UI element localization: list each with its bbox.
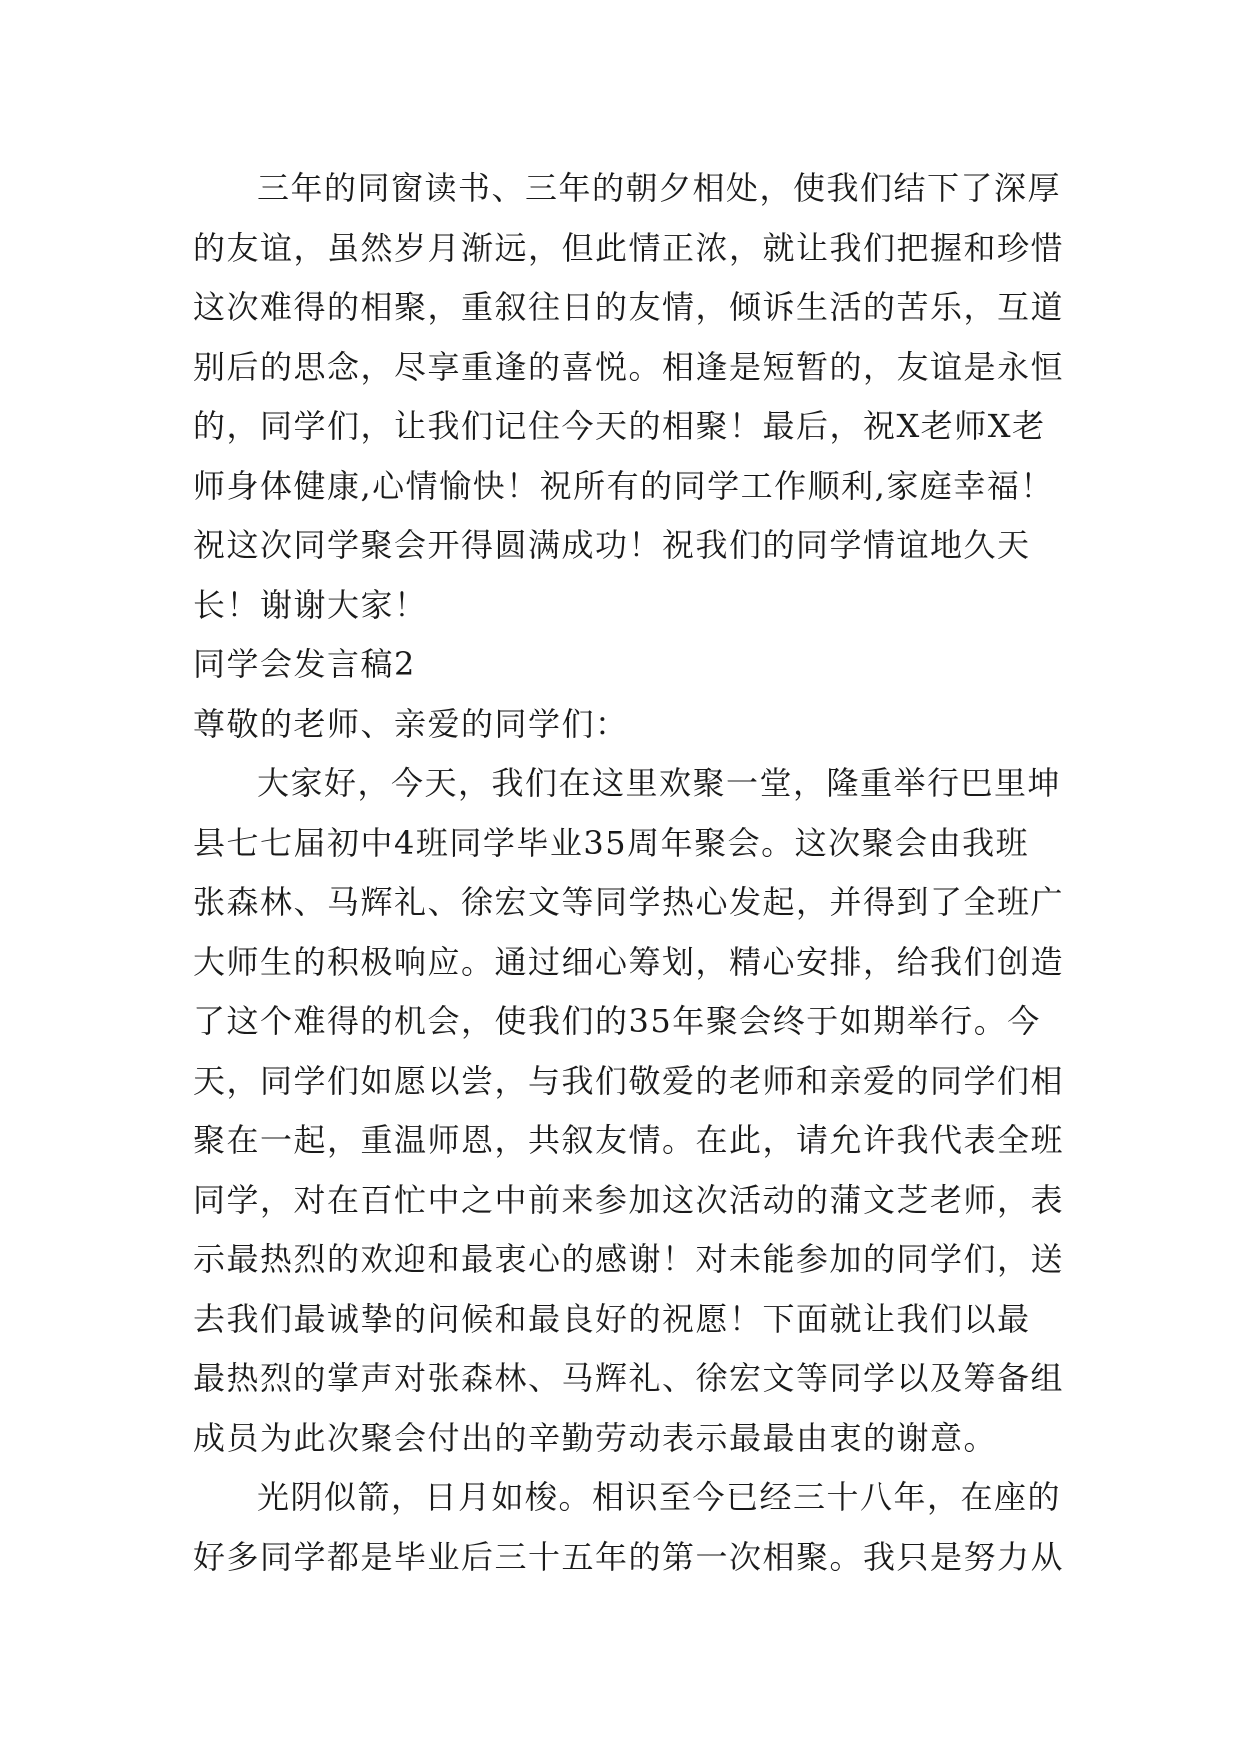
text-line: 成员为此次聚会付出的辛勤劳动表示最最由衷的谢意。 bbox=[193, 1418, 998, 1457]
body-paragraph-1 bbox=[193, 754, 1065, 1468]
text-line: 师身体健康,心情愉快！祝所有的同学工作顺利,家庭幸福！ bbox=[193, 466, 1054, 505]
text-line: 了这个难得的机会，使我们的35年聚会终于如期举行。今 bbox=[193, 1002, 1041, 1040]
text-line: 别后的思念，尽享重逢的喜悦。相逢是短暂的，友谊是永恒 bbox=[193, 347, 1065, 386]
text-line: 去我们最诚挚的问候和最良好的祝愿！下面就让我们以最 bbox=[193, 1299, 1031, 1338]
text-line: 祝这次同学聚会开得圆满成功！祝我们的同学情谊地久天 bbox=[193, 526, 1031, 564]
text-line: 天，同学们如愿以尝，与我们敬爱的老师和亲爱的同学们相 bbox=[193, 1061, 1065, 1100]
text-line: 的友谊，虽然岁月渐远，但此情正浓，就让我们把握和珍惜 bbox=[193, 228, 1065, 267]
section-heading: 同学会发言稿2 bbox=[193, 645, 416, 683]
text-line: 好多同学都是毕业后三十五年的第一次相聚。我只是努力从 bbox=[193, 1537, 1065, 1576]
text-line: 大师生的积极响应。通过细心筹划，精心安排，给我们创造 bbox=[193, 942, 1065, 981]
intro-paragraph bbox=[193, 159, 1065, 635]
text-line: 光阴似箭，日月如梭。相识至今已经三十八年，在座的 bbox=[257, 1478, 1062, 1516]
document-body bbox=[193, 159, 1065, 1587]
text-line: 张森林、马辉礼、徐宏文等同学热心发起，并得到了全班广 bbox=[193, 883, 1065, 921]
text-line: 这次难得的相聚，重叙往日的友情，倾诉生活的苦乐，互道 bbox=[193, 288, 1065, 326]
text-line: 的，同学们，让我们记住今天的相聚！最后，祝X老师X老 bbox=[193, 407, 1046, 445]
text-line: 三年的同窗读书、三年的朝夕相处，使我们结下了深厚 bbox=[257, 169, 1062, 207]
text-line: 长！谢谢大家！ bbox=[193, 585, 428, 624]
body-paragraph-2 bbox=[193, 1468, 1065, 1587]
text-line: 示最热烈的欢迎和最衷心的感谢！对未能参加的同学们，送 bbox=[193, 1240, 1065, 1278]
salutation: 尊敬的老师、亲爱的同学们： bbox=[193, 704, 629, 743]
text-line: 同学，对在百忙中之中前来参加这次活动的蒲文芝老师，表 bbox=[193, 1180, 1065, 1219]
text-line: 最热烈的掌声对张森林、马辉礼、徐宏文等同学以及筹备组 bbox=[193, 1359, 1065, 1397]
text-line: 聚在一起，重温师恩，共叙友情。在此，请允许我代表全班 bbox=[193, 1121, 1065, 1159]
text-line: 大家好，今天，我们在这里欢聚一堂，隆重举行巴里坤 bbox=[257, 764, 1062, 802]
text-line: 县七七届初中4班同学毕业35周年聚会。这次聚会由我班 bbox=[193, 823, 1030, 862]
